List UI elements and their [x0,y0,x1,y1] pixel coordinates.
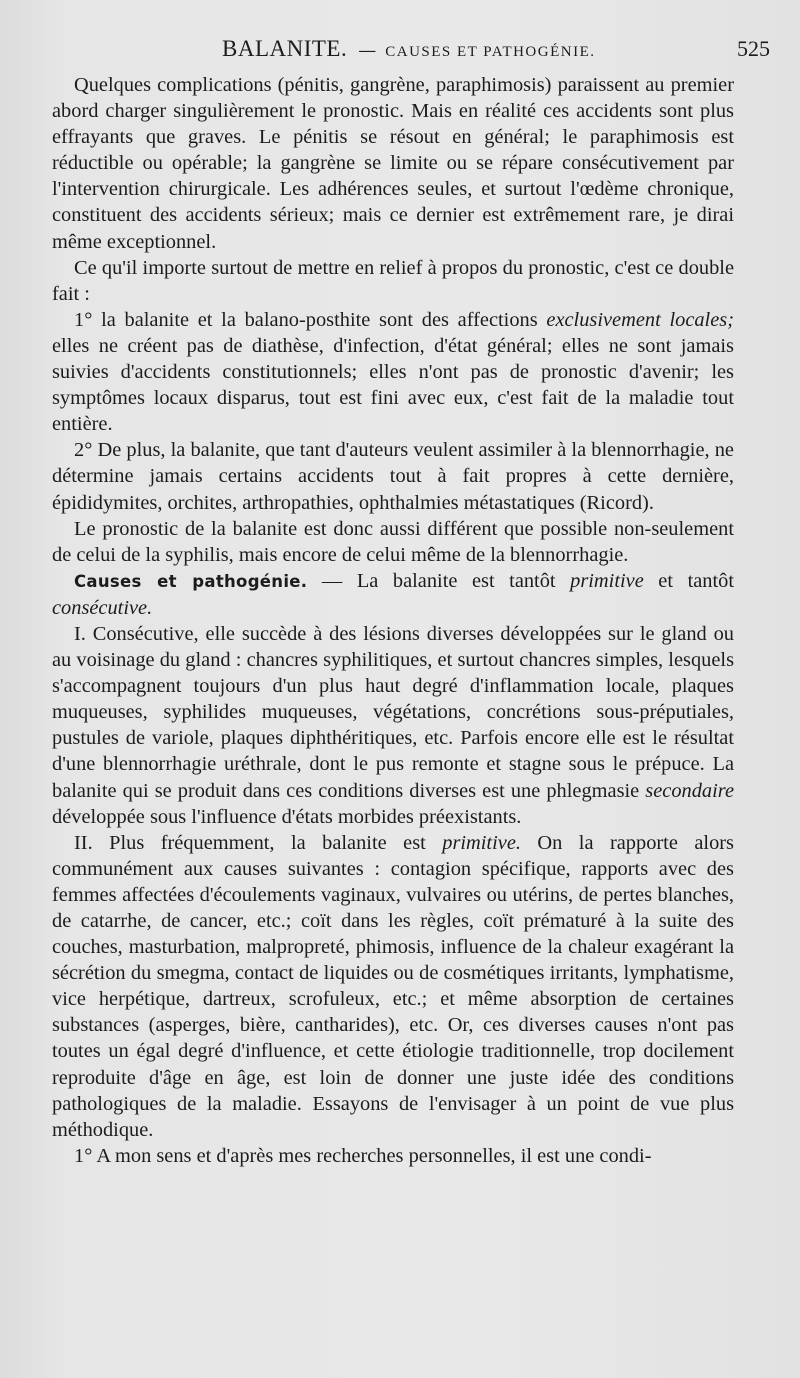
paragraph-point-1 [52,307,734,437]
text-run: elles ne créent pas de diathèse, d'infection, d'état général; elles ne sont jamais suivies d'accidents constitutionnels; elles n'ont pas de pronostic d'avenir; les symptômes locaux disparus, tout est fini avec eux, c'est fait de la maladie tout entière. [52,334,734,436]
text-run: II. Plus fréquemment, la balanite est [74,831,443,854]
paragraph-point-2: 2° De plus, la balanite, que tant d'auteurs veulent assimiler à la blennorrhagie, ne détermine jamais certains accidents tout à fait propres à cette dernière, épididymites, orchites, arthropathies, ophthalmies métastatiques (Ricord). [52,439,734,514]
emphasis-exclusivement-locales: exclusivement locales; [546,308,735,331]
header-subtitle: CAUSES ET PATHOGÉNIE. [385,44,596,60]
text-run: développée sous l'influence d'états morbides préexistants. [52,805,522,828]
paragraph-pronostic-conclusion: Le pronostic de la balanite est donc aussi différent que possible non-seulement de celui de la syphilis, mais encore de celui même de la blennorrhagie. [52,517,734,566]
page-body [52,72,734,1169]
page-number: 525 [737,36,770,61]
text-run: et tantôt [643,569,735,592]
emphasis-primitive: primitive [570,569,644,592]
running-header [222,36,770,70]
section-heading-causes: Causes et pathogénie. [74,571,308,591]
text-run: 1° la balanite et la balano-posthite sont des affections [74,308,547,331]
text-run: On la rapporte alors communément aux causes suivantes : contagion spécifique, rapports avec des femmes affectées d'écoulements vaginaux, vulvaires ou utérins, de pertes blanches, de catarrhe, de cancer, etc.; coït dans les règles, coït prématuré à la suite des couches, masturbation, malpropreté, phimosis, influence de la chaleur exagérant la sécrétion du smegma, contact de liquides ou de cosmétiques irritants, lymphatisme, vice herpétique, dartreux, scrofuleux, etc.; et même absorption de certaines substances (asperges, bière, cantharides), etc. Or, ces diverses causes n'ont pas toutes un égal degré d'influence, et cette étiologie traditionnelle, trop docilement reproduite d'âge en âge, est loin de donner une juste idée des conditions pathologiques de la maladie. Essayons de l'envisager à un point de vue plus méthodique. [52,831,734,1141]
paragraph-continuation: 1° A mon sens et d'après mes recherches personnelles, il est une condi- [74,1144,652,1167]
paragraph-causes-heading [52,568,734,621]
paragraph-consecutive [52,621,734,830]
emphasis-primitive-2: primitive. [442,831,521,854]
paragraph-complications: Quelques complications (pénitis, gangrène, paraphimosis) paraissent au premier abord charger singulièrement le pronostic. Mais en réalité ces accidents sont plus effrayants que graves. Le pénitis se résout en général; le paraphimosis est réductible ou opérable; la gangrène se limite ou se répare consécutivement par l'intervention chirurgicale. Les adhérences seules, et surtout l'œdème chronique, constituent des accidents sérieux; mais ce dernier est extrêmement rare, je dirai même exceptionnel. [52,74,734,253]
emphasis-secondaire: secondaire [645,779,734,802]
emphasis-consecutive: consécutive. [52,596,153,619]
paragraph-primitive [52,830,734,1143]
text-run: — La balanite est tantôt [307,569,571,592]
header-dash: — [358,40,377,61]
header-title: BALANITE. [222,36,348,61]
text-run: I. Consécutive, elle succède à des lésions diverses développées sur le gland ou au voisinage du gland : chancres syphilitiques, et surtout chancres simples, lesquels s'accompagnent toujours d'un plus haut degré d'inflammation locale, plaques muqueuses, syphilides muqueuses, végétations, concrétions sous-préputiales, pustules de variole, plaques diphthéritiques, etc. Parfois encore elle est le résultat d'une blennorrhagie uréthrale, dont le pus remonte et stagne sous le prépuce. La balanite qui se produit dans ces conditions diverses est une phlegmasie [52,622,734,802]
paragraph-pronostic-intro: Ce qu'il importe surtout de mettre en relief à propos du pronostic, c'est ce double fait : [52,256,734,305]
